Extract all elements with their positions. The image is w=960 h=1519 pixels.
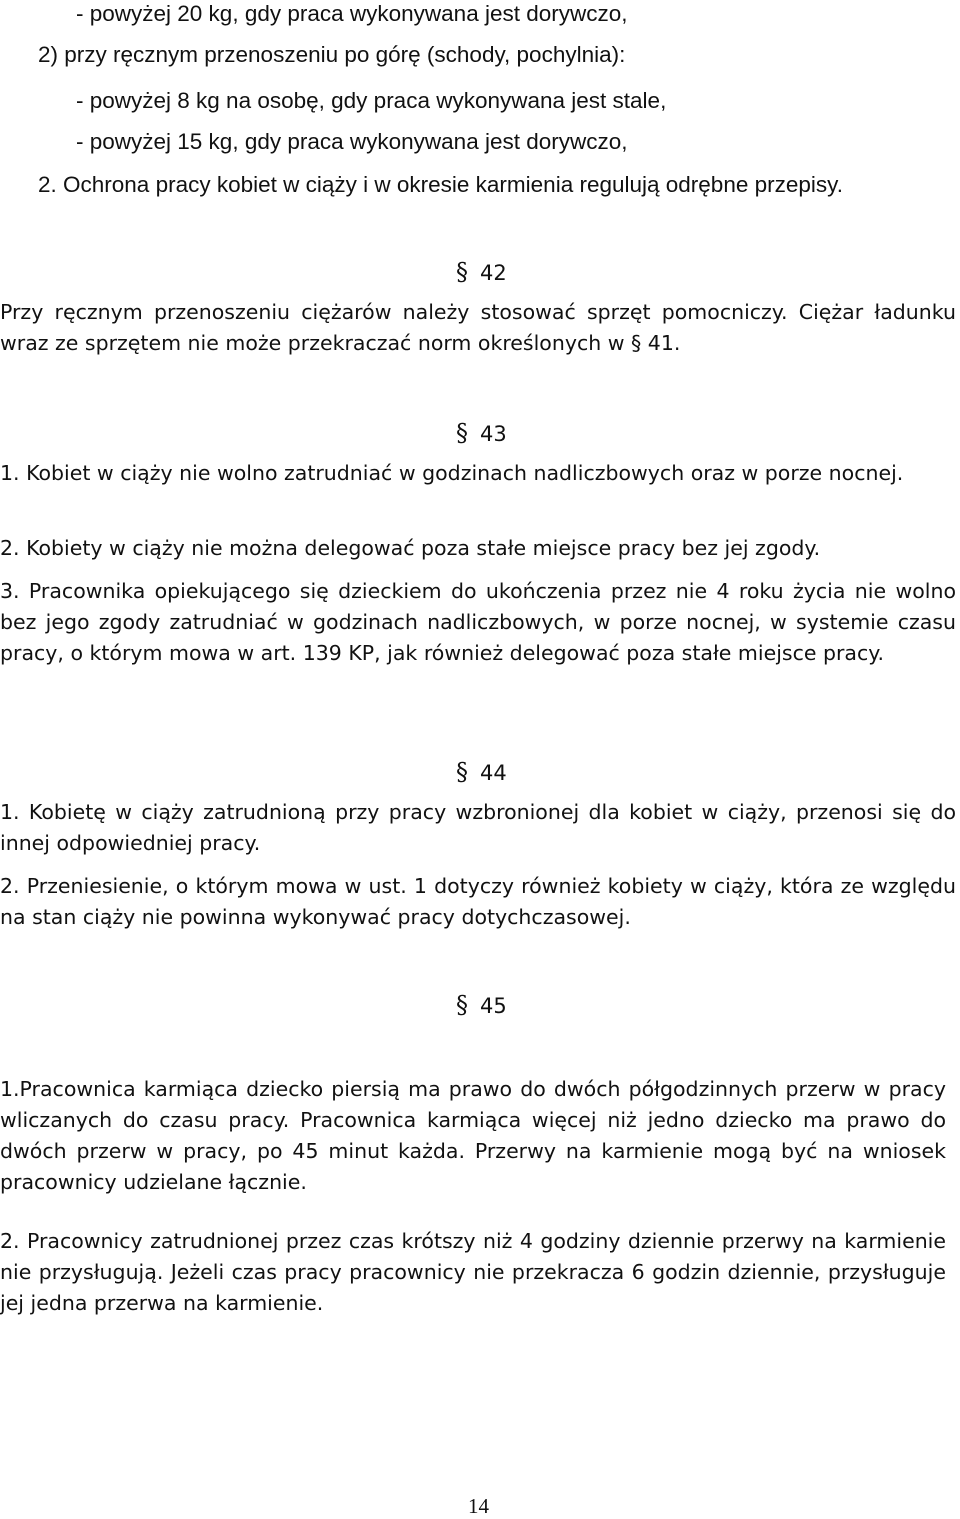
text-line: - powyżej 8 kg na osobę, gdy praca wykonywana jest stale, bbox=[76, 88, 667, 113]
section-number: 42 bbox=[480, 261, 507, 285]
section-heading-42 bbox=[456, 258, 507, 286]
text-line: - powyżej 15 kg, gdy praca wykonywana jest dorywczo, bbox=[76, 129, 628, 154]
section-heading-44 bbox=[456, 758, 507, 786]
paragraph: 2. Pracownicy zatrudnionej przez czas krótszy niż 4 godziny dziennie przerwy na karmienie nie przysługują. Jeżeli czas pracy pracownicy nie przekracza 6 godzin dziennie, przysługuje jej jedna przerwa na karmienie. bbox=[0, 1229, 946, 1315]
paragraph: 1. Kobiet w ciąży nie wolno zatrudniać w godzinach nadliczbowych oraz w porze nocnej. bbox=[0, 461, 904, 485]
section-number: 44 bbox=[480, 761, 507, 785]
page-number: 14 bbox=[468, 1494, 489, 1518]
section-number: 45 bbox=[480, 994, 507, 1018]
paragraph: 2. Kobiety w ciąży nie można delegować poza stałe miejsce pracy bez jej zgody. bbox=[0, 536, 821, 560]
section-symbol: § bbox=[456, 258, 468, 286]
section-heading-45 bbox=[456, 991, 507, 1019]
paragraph: 2. Przeniesienie, o którym mowa w ust. 1 dotyczy również kobiety w ciąży, która ze względu na stan ciąży nie powinna wykonywać pracy dotychczasowej. bbox=[0, 874, 956, 929]
section-number: 43 bbox=[480, 422, 507, 446]
paragraph: Przy ręcznym przenoszeniu ciężarów należy stosować sprzęt pomocniczy. Ciężar ładunku wraz ze sprzętem nie może przekraczać norm określonych w § 41. bbox=[0, 300, 956, 355]
section-symbol: § bbox=[456, 991, 468, 1019]
text-line: 2. Ochrona pracy kobiet w ciąży i w okresie karmienia regulują odrębne przepisy. bbox=[38, 172, 843, 197]
paragraph: 1. Kobietę w ciąży zatrudnioną przy pracy wzbronionej dla kobiet w ciąży, przenosi się do innej odpowiedniej pracy. bbox=[0, 800, 956, 855]
section-symbol: § bbox=[456, 758, 468, 786]
paragraph: 1.Pracownica karmiąca dziecko piersią ma prawo do dwóch półgodzinnych przerw w pracy wliczanych do czasu pracy. Pracownica karmiąca więcej niż jedno dziecko ma prawo do dwóch przerw w pracy, po 45 minut każda. Przerwy na karmienie mogą być na wniosek pracownicy udzielane łącznie. bbox=[0, 1077, 946, 1194]
text-line: - powyżej 20 kg, gdy praca wykonywana jest dorywczo, bbox=[76, 1, 628, 26]
text-line: 2) przy ręcznym przenoszeniu po górę (schody, pochylnia): bbox=[38, 42, 626, 67]
paragraph: 3. Pracownika opiekującego się dzieckiem do ukończenia przez nie 4 roku życia nie wolno bez jego zgody zatrudniać w godzinach nadliczbowych, w porze nocnej, w systemie czasu pracy, o którym mowa w art. 139 KP, jak również delegować poza stałe miejsce pracy. bbox=[0, 579, 956, 665]
section-heading-43 bbox=[456, 419, 507, 447]
section-symbol: § bbox=[456, 419, 468, 447]
